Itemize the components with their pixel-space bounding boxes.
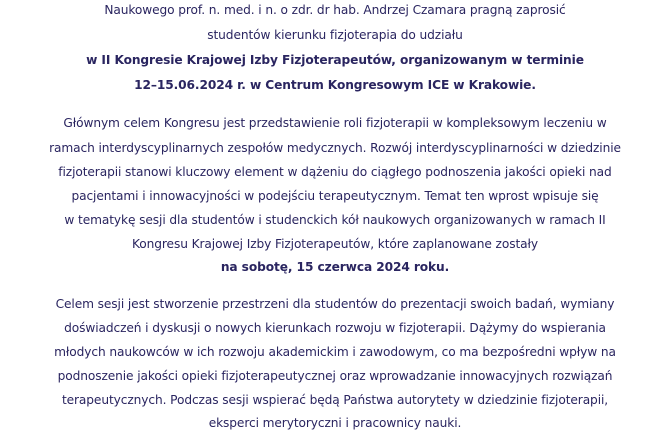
- intro-line: studentów kierunku fizjoterapia do udziału: [207, 28, 463, 42]
- paragraph-line: młodych naukowców w ich rozwoju akademickim i zawodowym, co ma bezpośredni wpływ na: [54, 345, 616, 359]
- paragraph-line: eksperci merytoryczni i pracownicy nauki.: [208, 416, 462, 430]
- intro-congress-line: w II Kongresie Krajowej Izby Fizjoterapeutów, organizowanym w terminie: [86, 53, 584, 67]
- paragraph-line: Kongresu Krajowej Izby Fizjoterapeutów, które zaplanowane zostały: [132, 237, 538, 251]
- paragraph-line: terapeutycznych. Podczas sesji wspierać będą Państwa autorytety w dziedzinie fizjoterapii,: [61, 393, 609, 407]
- paragraph-line: w tematykę sesji dla studentów i studenckich kół naukowych organizowanych w ramach II: [64, 213, 606, 227]
- intro-line: Naukowego prof. n. med. i n. o zdr. dr hab. Andrzej Czamara pragną zaprosić: [104, 3, 566, 17]
- intro-date-location-line: 12–15.06.2024 r. w Centrum Kongresowym ICE w Krakowie.: [134, 78, 536, 92]
- paragraph-line: podnoszenie jakości opieki fizjoterapeutycznej oraz wprowadzanie innowacyjnych rozwiązań: [57, 369, 613, 383]
- paragraph-line: ramach interdyscyplinarnych zespołów medycznych. Rozwój interdyscyplinarności w dziedzinie: [49, 141, 621, 155]
- session-date-line: na sobotę, 15 czerwca 2024 roku.: [220, 260, 450, 274]
- paragraph-line: Głównym celem Kongresu jest przedstawienie roli fizjoterapii w kompleksowym leczeniu w: [63, 116, 607, 130]
- paragraph-line: doświadczeń i dyskusji o nowych kierunkach rozwoju w fizjoterapii. Dążymy do wspierania: [64, 321, 606, 335]
- paragraph-line: fizjoterapii stanowi kluczowy element w dążeniu do ciągłego podnoszenia jakości opieki nad: [58, 165, 612, 179]
- paragraph-line: Celem sesji jest stworzenie przestrzeni dla studentów do prezentacji swoich badań, wymiany: [55, 297, 615, 311]
- paragraph-line: pacjentami i innowacyjności w podejściu terapeutycznym. Temat ten wprost wpisuje się: [71, 189, 599, 203]
